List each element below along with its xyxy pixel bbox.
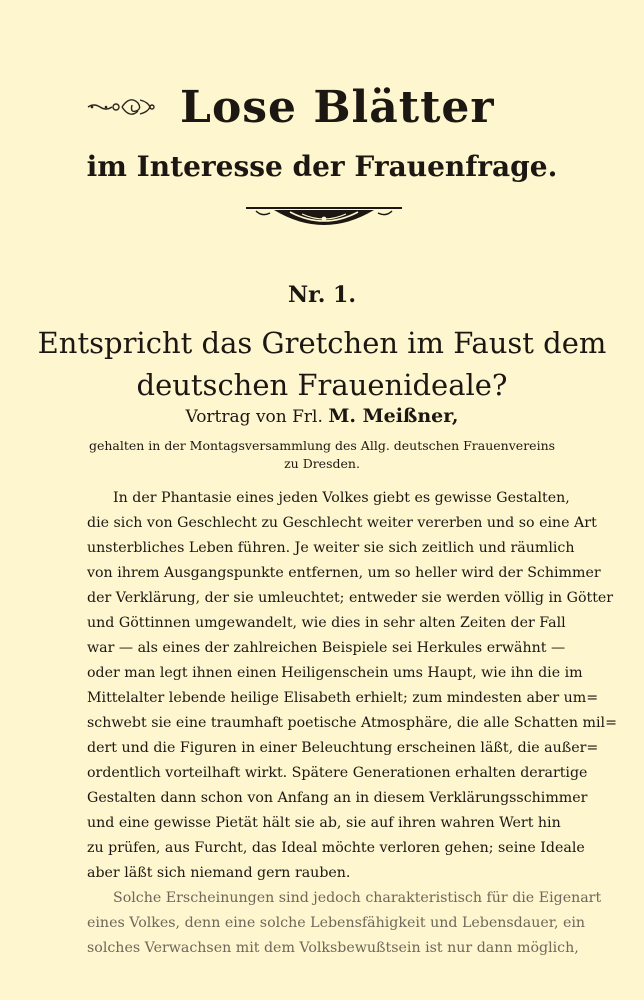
- body-line: aber läßt sich niemand gern rauben.: [87, 865, 351, 881]
- byline-author: M. Meißner,: [328, 405, 459, 427]
- body-line: ordentlich vorteilhaft wirkt. Spätere Generationen erhalten derartige: [87, 765, 588, 781]
- heading-line: Entspricht das Gretchen im Faust dem: [37, 326, 607, 360]
- article-number: Nr. 1.: [288, 282, 356, 308]
- publication-subtitle: im Interesse der Frauenfrage.: [86, 150, 558, 183]
- body-line: der Verklärung, der sie umleuchtet; entweder sie werden völlig in Götter: [87, 590, 614, 606]
- flourish-ornament-icon: [86, 92, 158, 122]
- occasion-line: zu Dresden.: [284, 456, 360, 471]
- body-line: war — als eines der zahlreichen Beispiele sei Herkules erwähnt —: [87, 640, 566, 656]
- occasion-line: gehalten in der Montagsversammlung des Allg. deutschen Frauenvereins: [88, 438, 556, 453]
- body-line: solches Verwachsen mit dem Volksbewußtsein ist nur dann möglich,: [87, 940, 579, 956]
- occasion-note: [0, 437, 644, 473]
- body-line: und Göttinnen umgewandelt, wie dies in sehr alten Zeiten der Fall: [87, 615, 566, 631]
- body-line: Mittelalter lebende heilige Elisabeth erhielt; zum mindesten aber um=: [87, 690, 599, 706]
- body-line: oder man legt ihnen einen Heiligenschein ums Haupt, wie ihn die im: [87, 665, 583, 681]
- body-line: zu prüfen, aus Furcht, das Ideal möchte verloren gehen; seine Ideale: [87, 840, 585, 856]
- body-line: und eine gewisse Pietät hält sie ab, sie auf ihren wahren Wert hin: [87, 815, 561, 831]
- title-row: [0, 78, 644, 148]
- body-line: von ihrem Ausgangspunkte entfernen, um so heller wird der Schimmer: [87, 565, 601, 581]
- publication-title: Lose Blätter: [180, 82, 495, 133]
- body-line: unsterbliches Leben führen. Je weiter sie sich zeitlich und räumlich: [87, 540, 575, 556]
- body-line: Solche Erscheinungen sind jedoch charakteristisch für die Eigenart: [113, 890, 602, 906]
- article-body: [87, 486, 617, 961]
- heading-line: deutschen Frauenideale?: [136, 368, 508, 402]
- body-line: die sich von Geschlecht zu Geschlecht weiter vererben und so eine Art: [87, 515, 597, 531]
- body-line: In der Phantasie eines jeden Volkes giebt es gewisse Gestalten,: [113, 490, 570, 506]
- body-line: dert und die Figuren in einer Beleuchtung erscheinen läßt, die außer=: [87, 740, 599, 756]
- article-heading: [0, 322, 644, 406]
- decorative-ornament-icon: [244, 202, 404, 238]
- body-line: eines Volkes, denn eine solche Lebensfähigkeit und Lebensdauer, ein: [87, 915, 586, 931]
- body-line: Gestalten dann schon von Anfang an in diesem Verklärungsschimmer: [87, 790, 588, 806]
- byline: [0, 405, 644, 427]
- body-line: schwebt sie eine traumhaft poetische Atmosphäre, die alle Schatten mil=: [87, 715, 617, 731]
- byline-prefix: Vortrag von Frl.: [185, 407, 323, 427]
